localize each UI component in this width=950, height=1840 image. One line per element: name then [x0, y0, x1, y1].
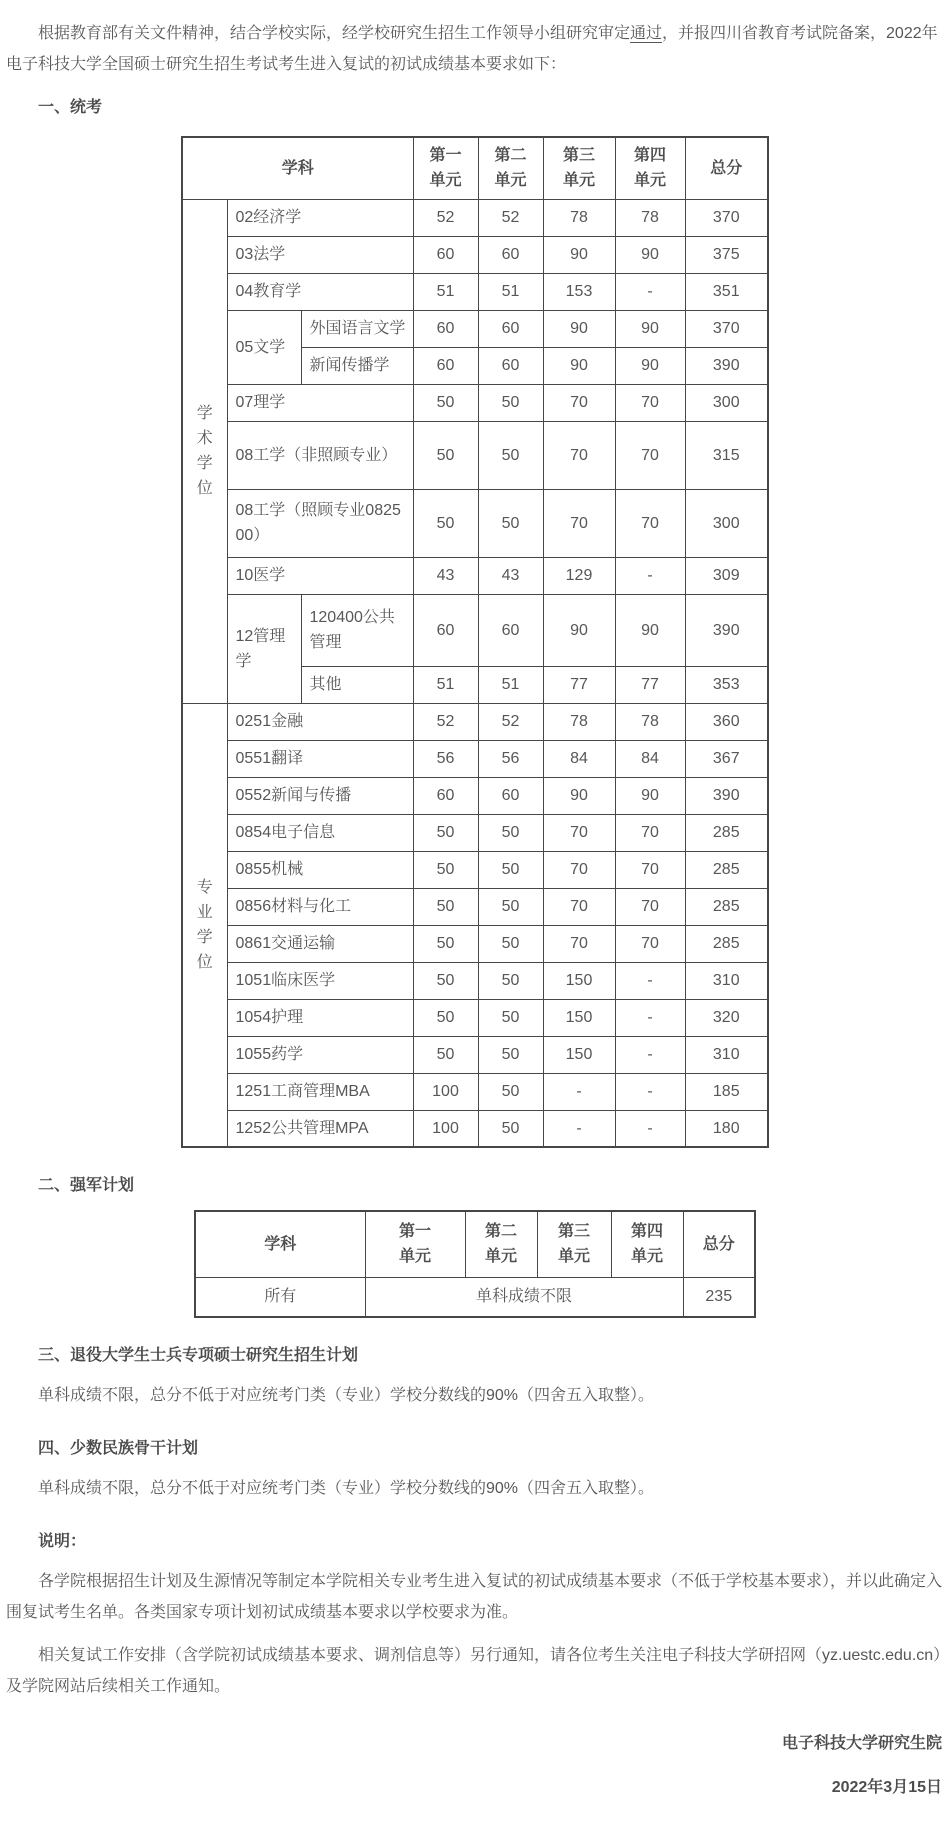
score-cell: 56: [478, 740, 543, 777]
section-veterans-body: 单科成绩不限，总分不低于对应统考门类（专业）学校分数线的90%（四舍五入取整）。: [38, 1387, 655, 1404]
score-cell: 367: [685, 740, 768, 777]
intro-text-before: 根据教育部有关文件精神，结合学校实际，经学校研究生招生工作领导小组研究审定: [38, 25, 631, 42]
table-row: [182, 851, 768, 888]
table-row: [182, 557, 768, 594]
score-cell: 60: [478, 347, 543, 384]
score-cell: -: [615, 1073, 685, 1110]
score-cell: -: [543, 1110, 615, 1147]
signature-org: 电子科技大学研究生院: [781, 1735, 942, 1752]
table-row: [182, 740, 768, 777]
score-cell: 70: [543, 489, 615, 557]
score-cell: 60: [478, 777, 543, 814]
subject-cell: 1055药学: [227, 1036, 413, 1073]
score-cell: 390: [685, 777, 768, 814]
section-veterans-title: 三、退役大学生士兵专项硕士研究生招生计划: [38, 1347, 359, 1364]
subject-cell: 0251金融: [227, 703, 413, 740]
header-cell: 第一 单元: [413, 137, 478, 199]
table1-body: [182, 199, 768, 1147]
qiangjun-plan-score-table: [194, 1210, 756, 1318]
subject-cell: 02经济学: [227, 199, 413, 236]
score-cell: 90: [543, 347, 615, 384]
score-cell: 70: [615, 384, 685, 421]
score-cell: 100: [413, 1110, 478, 1147]
subject-cell: 0855机械: [227, 851, 413, 888]
signature-date: 2022年3月15日: [831, 1779, 942, 1796]
score-cell: 50: [413, 925, 478, 962]
subject-cell: 10医学: [227, 557, 413, 594]
header-cell: 第四 单元: [611, 1211, 683, 1277]
score-cell: 78: [543, 199, 615, 236]
score-cell: 353: [685, 666, 768, 703]
subject-cell: 04教育学: [227, 273, 413, 310]
score-cell: 77: [615, 666, 685, 703]
score-cell: 90: [615, 310, 685, 347]
table-row: [182, 236, 768, 273]
score-cell: 90: [615, 777, 685, 814]
subject-subcategory-cell: 外国语言文学: [301, 310, 413, 347]
score-cell: 70: [543, 925, 615, 962]
score-cell: 84: [615, 740, 685, 777]
score-cell: -: [615, 273, 685, 310]
score-cell: 90: [543, 594, 615, 666]
table-row: [182, 703, 768, 740]
score-cell: 43: [413, 557, 478, 594]
score-cell: 153: [543, 273, 615, 310]
subject-cell: 1051临床医学: [227, 962, 413, 999]
header-cell: 第一 单元: [365, 1211, 465, 1277]
score-cell: 70: [543, 384, 615, 421]
score-cell: 300: [685, 489, 768, 557]
score-cell: 60: [413, 594, 478, 666]
notes-paragraph-2: 相关复试工作安排（含学院初试成绩基本要求、调剂信息等）另行通知，请各位考生关注电子科技大学研招网（yz.uestc.edu.cn）及学院网站后续相关工作通知。: [6, 1647, 942, 1695]
table-row: [182, 1036, 768, 1073]
score-cell: 360: [685, 703, 768, 740]
subject-cell: 所有: [195, 1277, 365, 1317]
score-cell: 285: [685, 888, 768, 925]
header-cell: 第二 单元: [478, 137, 543, 199]
score-cell: 52: [478, 703, 543, 740]
table-row: [182, 888, 768, 925]
score-cell: 50: [478, 999, 543, 1036]
intro-text-underlined: 通过: [630, 25, 663, 42]
score-cell: 50: [478, 489, 543, 557]
score-cell: 56: [413, 740, 478, 777]
score-cell: 390: [685, 347, 768, 384]
subject-cell: 1251工商管理MBA: [227, 1073, 413, 1110]
header-cell: 学科: [195, 1211, 365, 1277]
header-cell: 总分: [685, 137, 768, 199]
score-cell: 50: [413, 489, 478, 557]
table-row: [182, 999, 768, 1036]
score-cell: 285: [685, 925, 768, 962]
score-cell: 50: [478, 851, 543, 888]
table2-header: [195, 1211, 755, 1277]
merged-units-cell: 单科成绩不限: [365, 1277, 683, 1317]
table-row: [182, 273, 768, 310]
score-cell: 78: [615, 199, 685, 236]
subject-cell: 0552新闻与传播: [227, 777, 413, 814]
score-cell: 50: [478, 1073, 543, 1110]
score-cell: 90: [543, 777, 615, 814]
notes-title: 说明：: [38, 1533, 87, 1550]
score-cell: 50: [413, 962, 478, 999]
score-cell: 51: [478, 666, 543, 703]
subject-cell: 0856材料与化工: [227, 888, 413, 925]
table-row: [182, 310, 768, 347]
score-cell: 60: [413, 310, 478, 347]
score-cell: 70: [543, 421, 615, 489]
score-cell: 51: [413, 666, 478, 703]
score-cell: 50: [478, 814, 543, 851]
score-cell: -: [615, 962, 685, 999]
score-cell: 235: [683, 1277, 755, 1317]
score-cell: 129: [543, 557, 615, 594]
score-cell: 70: [615, 814, 685, 851]
header-row: [195, 1211, 755, 1277]
score-cell: 52: [413, 703, 478, 740]
score-cell: 90: [543, 236, 615, 273]
header-row: [182, 137, 768, 199]
notes-paragraph-1: 各学院根据招生计划及生源情况等制定本学院相关专业考生进入复试的初试成绩基本要求（不低于学校基本要求），并以此确定入围复试考生名单。各类国家专项计划初试成绩基本要求以学校要求为准。: [6, 1573, 943, 1621]
degree-group-label: 学术学位: [182, 199, 227, 703]
score-cell: 50: [478, 962, 543, 999]
table-row: [182, 1073, 768, 1110]
score-cell: 60: [478, 594, 543, 666]
table1-header: [182, 137, 768, 199]
section-minority-title: 四、少数民族骨干计划: [38, 1440, 199, 1457]
score-cell: 90: [615, 347, 685, 384]
score-cell: 90: [615, 594, 685, 666]
score-cell: 50: [413, 1036, 478, 1073]
subject-cell: 03法学: [227, 236, 413, 273]
table-row: [182, 1110, 768, 1147]
score-cell: 51: [413, 273, 478, 310]
score-cell: 50: [413, 421, 478, 489]
score-cell: 310: [685, 962, 768, 999]
score-cell: 60: [413, 347, 478, 384]
unified-exam-score-table: [181, 136, 769, 1148]
score-cell: 52: [413, 199, 478, 236]
score-cell: 180: [685, 1110, 768, 1147]
subject-subcategory-cell: 新闻传播学: [301, 347, 413, 384]
subject-subcategory-cell: 120400公共管理: [301, 594, 413, 666]
score-cell: 60: [413, 236, 478, 273]
score-cell: 50: [478, 1036, 543, 1073]
table-row: [182, 384, 768, 421]
intro-paragraph: [6, 18, 944, 80]
score-cell: 52: [478, 199, 543, 236]
intro-text-after: ，并报四川省教育考试院备案，2022年电子科技大学全国硕士研究生招生考试考生进入复试的初试成绩基本要求如下：: [6, 25, 938, 73]
degree-group-label: 专业学位: [182, 703, 227, 1147]
score-cell: 70: [543, 851, 615, 888]
score-cell: 70: [615, 489, 685, 557]
score-cell: 50: [413, 888, 478, 925]
score-cell: 150: [543, 962, 615, 999]
subject-cell: 08工学（非照顾专业）: [227, 421, 413, 489]
score-cell: 90: [543, 310, 615, 347]
subject-cell: 08工学（照顾专业082500）: [227, 489, 413, 557]
score-cell: 50: [478, 384, 543, 421]
score-cell: -: [615, 1036, 685, 1073]
score-cell: 51: [478, 273, 543, 310]
score-cell: -: [615, 999, 685, 1036]
score-cell: 70: [615, 851, 685, 888]
score-cell: 320: [685, 999, 768, 1036]
score-cell: 70: [543, 814, 615, 851]
section-qiangjun-title: 二、强军计划: [38, 1177, 135, 1194]
score-cell: 60: [478, 236, 543, 273]
score-cell: 150: [543, 1036, 615, 1073]
score-cell: 351: [685, 273, 768, 310]
table-row: [182, 489, 768, 557]
score-cell: 285: [685, 851, 768, 888]
score-cell: 60: [478, 310, 543, 347]
score-cell: 315: [685, 421, 768, 489]
header-cell: 总分: [683, 1211, 755, 1277]
score-cell: 77: [543, 666, 615, 703]
subject-cell: 1054护理: [227, 999, 413, 1036]
table-row: [182, 199, 768, 236]
score-cell: 375: [685, 236, 768, 273]
score-cell: -: [615, 557, 685, 594]
table-row: [182, 814, 768, 851]
score-cell: 43: [478, 557, 543, 594]
score-cell: 50: [413, 384, 478, 421]
subject-cell: 0551翻译: [227, 740, 413, 777]
score-cell: 185: [685, 1073, 768, 1110]
score-cell: 310: [685, 1036, 768, 1073]
table-row: [182, 962, 768, 999]
score-cell: 60: [413, 777, 478, 814]
table-row: [182, 421, 768, 489]
score-cell: 50: [413, 851, 478, 888]
score-cell: 50: [478, 1110, 543, 1147]
score-cell: 70: [615, 925, 685, 962]
score-cell: 70: [615, 421, 685, 489]
subject-cell: 0861交通运输: [227, 925, 413, 962]
score-cell: 50: [413, 814, 478, 851]
score-cell: 370: [685, 199, 768, 236]
score-cell: 309: [685, 557, 768, 594]
score-cell: 78: [543, 703, 615, 740]
score-cell: 300: [685, 384, 768, 421]
header-cell: 学科: [182, 137, 413, 199]
subject-cell: 0854电子信息: [227, 814, 413, 851]
subject-subcategory-cell: 其他: [301, 666, 413, 703]
score-cell: 150: [543, 999, 615, 1036]
score-cell: 70: [543, 888, 615, 925]
score-cell: 84: [543, 740, 615, 777]
header-cell: 第三 单元: [543, 137, 615, 199]
subject-cell: 07理学: [227, 384, 413, 421]
section-unified-title: 一、统考: [38, 99, 103, 116]
score-cell: -: [543, 1073, 615, 1110]
subject-cell: 1252公共管理MPA: [227, 1110, 413, 1147]
score-cell: 78: [615, 703, 685, 740]
score-cell: 50: [478, 925, 543, 962]
score-cell: 285: [685, 814, 768, 851]
score-cell: 50: [478, 421, 543, 489]
score-cell: 90: [615, 236, 685, 273]
table-row: [182, 594, 768, 666]
score-cell: 50: [413, 999, 478, 1036]
section-minority-body: 单科成绩不限，总分不低于对应统考门类（专业）学校分数线的90%（四舍五入取整）。: [38, 1480, 655, 1497]
score-cell: 390: [685, 594, 768, 666]
header-cell: 第四 单元: [615, 137, 685, 199]
score-cell: 100: [413, 1073, 478, 1110]
score-cell: 70: [615, 888, 685, 925]
header-cell: 第三 单元: [537, 1211, 611, 1277]
table-row: [195, 1277, 755, 1317]
table-row: [182, 925, 768, 962]
score-cell: 50: [478, 888, 543, 925]
table-row: [182, 777, 768, 814]
header-cell: 第二 单元: [465, 1211, 537, 1277]
subject-category-cell: 05文学: [227, 310, 301, 384]
score-cell: 370: [685, 310, 768, 347]
subject-category-cell: 12管理学: [227, 594, 301, 703]
score-cell: -: [615, 1110, 685, 1147]
table2-body: [195, 1277, 755, 1317]
